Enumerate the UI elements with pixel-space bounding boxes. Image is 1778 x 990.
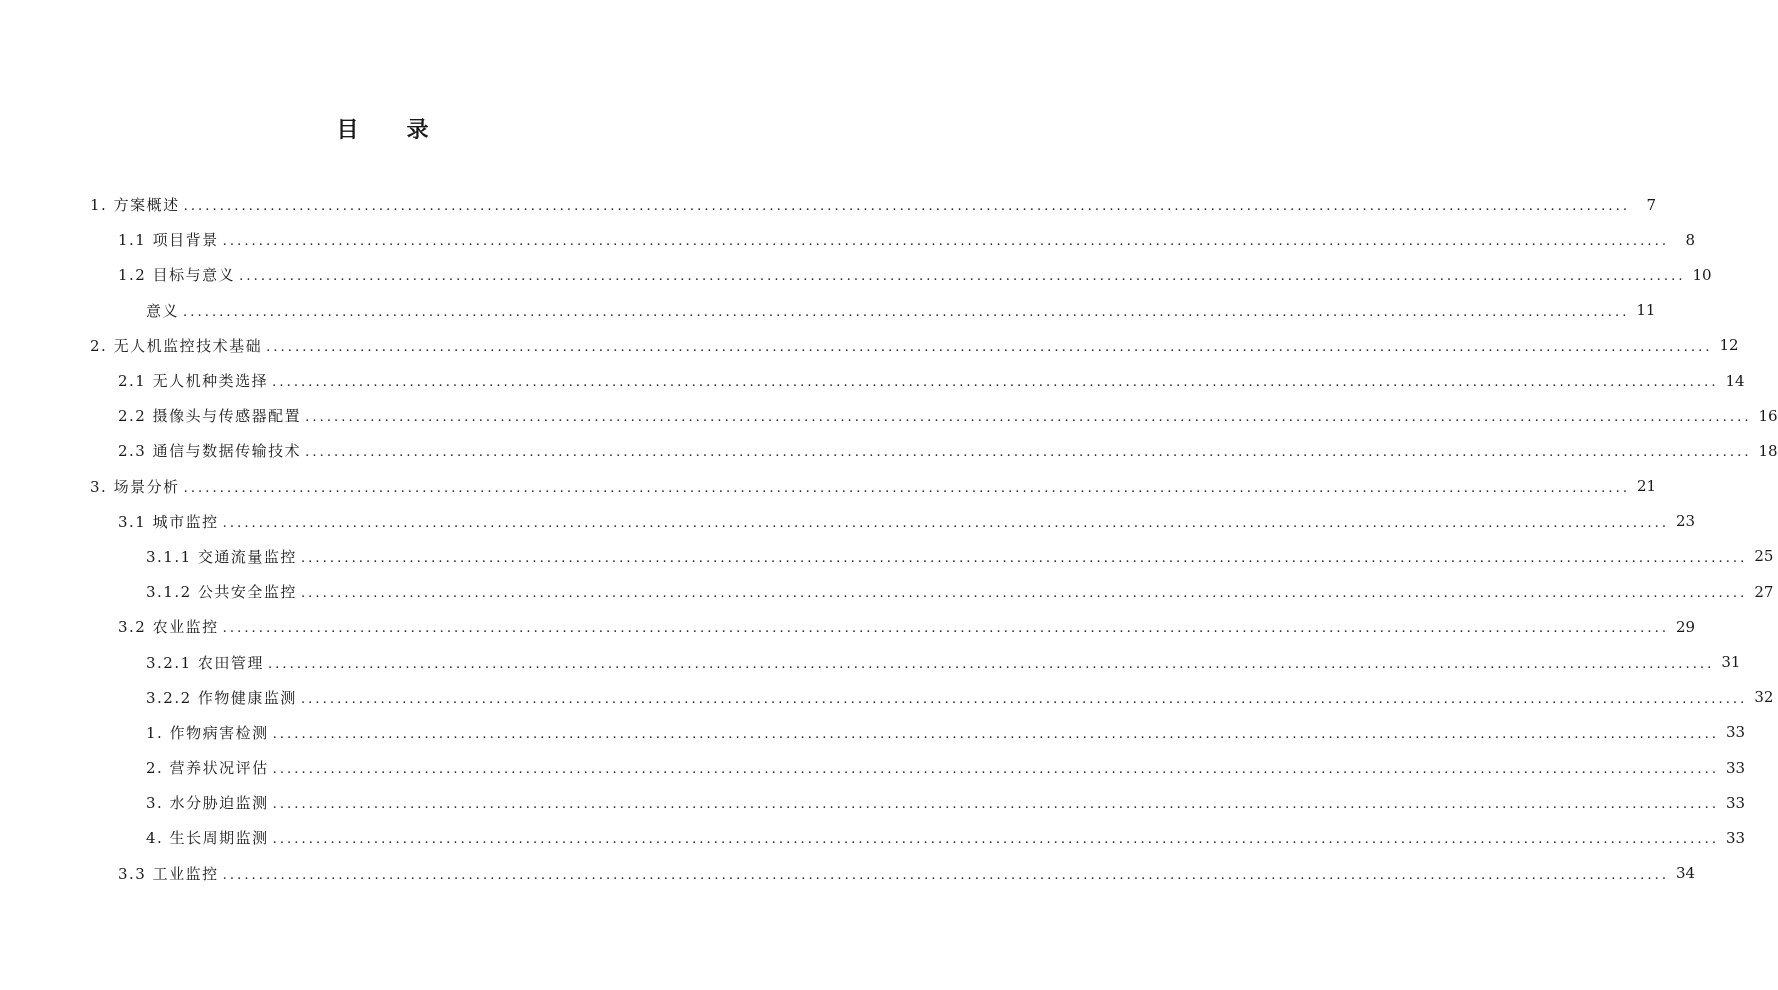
toc-entry[interactable]	[0, 644, 1741, 679]
toc-dot-leader: ........................................................................................................................................................................................................	[305, 410, 1752, 426]
toc-entry[interactable]	[0, 222, 1696, 257]
toc-title-char-1: 目	[336, 118, 359, 143]
toc-dot-leader: ........................................................................................................................................................................................................	[183, 304, 1630, 320]
toc-page-number: 33	[1725, 758, 1746, 777]
toc-page-number: 14	[1725, 371, 1745, 390]
toc-page-number: 27	[1754, 582, 1774, 601]
toc-entry-label: 1.1 项目背景	[118, 231, 219, 250]
toc-dot-leader: ........................................................................................................................................................................................................	[183, 480, 1631, 496]
toc-title	[0, 113, 765, 144]
toc-entry-label: 1.2 目标与意义	[118, 266, 236, 285]
table-of-contents	[0, 187, 1778, 891]
toc-dot-leader: ........................................................................................................................................................................................................	[272, 726, 1720, 742]
toc-entry[interactable]	[0, 574, 1774, 609]
toc-page-number: 18	[1758, 441, 1778, 460]
toc-dot-leader: ........................................................................................................................................................................................................	[222, 515, 1670, 531]
toc-page-number: 16	[1758, 406, 1778, 425]
toc-entry[interactable]	[0, 539, 1774, 574]
toc-page-number: 12	[1719, 336, 1739, 355]
toc-page-number: 11	[1636, 301, 1656, 320]
toc-dot-leader: ........................................................................................................................................................................................................	[239, 269, 1686, 285]
toc-dot-leader: ........................................................................................................................................................................................................	[267, 656, 1715, 672]
toc-entry-label: 2.2 摄像头与传感器配置	[118, 407, 302, 426]
toc-entry[interactable]	[0, 820, 1746, 855]
toc-entry[interactable]	[0, 257, 1712, 292]
toc-dot-leader: ........................................................................................................................................................................................................	[272, 762, 1720, 778]
toc-entry[interactable]	[0, 680, 1774, 715]
toc-entry[interactable]	[0, 504, 1696, 539]
toc-entry-label: 3. 场景分析	[90, 477, 180, 496]
toc-entry-label: 3.1 城市监控	[118, 512, 219, 531]
toc-page-number: 7	[1646, 195, 1657, 214]
toc-dot-leader: ........................................................................................................................................................................................................	[222, 621, 1670, 637]
toc-entry[interactable]	[0, 328, 1739, 363]
toc-dot-leader: ........................................................................................................................................................................................................	[266, 339, 1713, 355]
toc-entry-label: 意义	[146, 301, 180, 320]
toc-page-number: 21	[1636, 477, 1657, 496]
toc-page-number: 32	[1754, 688, 1774, 707]
toc-entry-label: 2.3 通信与数据传输技术	[118, 442, 302, 461]
toc-entry-label: 3.3 工业监控	[118, 864, 219, 883]
toc-entry-label: 3.1.1 交通流量监控	[146, 547, 297, 566]
toc-entry-label: 1. 作物病害检测	[146, 723, 269, 742]
toc-entry-label: 2.1 无人机种类选择	[118, 372, 269, 391]
toc-entry-label: 3.1.2 公共安全监控	[146, 583, 297, 602]
toc-dot-leader: ........................................................................................................................................................................................................	[300, 550, 1748, 566]
toc-entry-label: 1. 方案概述	[90, 196, 180, 215]
toc-dot-leader: ........................................................................................................................................................................................................	[222, 234, 1670, 250]
toc-page-number: 34	[1676, 864, 1696, 883]
toc-dot-leader: ........................................................................................................................................................................................................	[272, 832, 1720, 848]
toc-dot-leader: ........................................................................................................................................................................................................	[300, 691, 1748, 707]
toc-page-number: 8	[1685, 230, 1696, 249]
toc-dot-leader: ........................................................................................................................................................................................................	[300, 586, 1748, 602]
toc-entry[interactable]	[0, 469, 1657, 504]
toc-dot-leader: ........................................................................................................................................................................................................	[272, 375, 1719, 391]
toc-entry[interactable]	[0, 715, 1746, 750]
toc-entry-label: 3.2 农业监控	[118, 618, 219, 637]
toc-dot-leader: ........................................................................................................................................................................................................	[305, 445, 1752, 461]
toc-page-number: 33	[1725, 723, 1746, 742]
toc-title-char-2: 录	[406, 118, 429, 143]
toc-entry-label: 3.2.1 农田管理	[146, 653, 264, 672]
toc-entry-label: 3.2.2 作物健康监测	[146, 688, 297, 707]
toc-entry[interactable]	[0, 750, 1746, 785]
toc-entry[interactable]	[0, 398, 1778, 433]
toc-entry[interactable]	[0, 187, 1657, 222]
toc-entry-label: 3. 水分胁迫监测	[146, 794, 269, 813]
toc-entry[interactable]	[0, 609, 1696, 644]
toc-dot-leader: ........................................................................................................................................................................................................	[183, 199, 1631, 215]
toc-page-number: 29	[1676, 617, 1696, 636]
toc-page-number: 25	[1754, 547, 1774, 566]
toc-dot-leader: ........................................................................................................................................................................................................	[222, 867, 1670, 883]
toc-entry[interactable]	[0, 433, 1778, 468]
toc-entry[interactable]	[0, 293, 1656, 328]
toc-page-number: 33	[1725, 828, 1746, 847]
toc-page-number: 10	[1692, 265, 1712, 284]
toc-entry-label: 2. 无人机监控技术基础	[90, 336, 263, 355]
toc-page-number: 23	[1676, 512, 1696, 531]
toc-entry-label: 2. 营养状况评估	[146, 759, 269, 778]
toc-page-number: 31	[1721, 653, 1741, 672]
toc-dot-leader: ........................................................................................................................................................................................................	[272, 797, 1720, 813]
toc-entry[interactable]	[0, 363, 1745, 398]
toc-entry[interactable]	[0, 785, 1746, 820]
toc-page-number: 33	[1725, 793, 1746, 812]
toc-entry-label: 4. 生长周期监测	[146, 829, 269, 848]
toc-entry[interactable]	[0, 856, 1696, 891]
